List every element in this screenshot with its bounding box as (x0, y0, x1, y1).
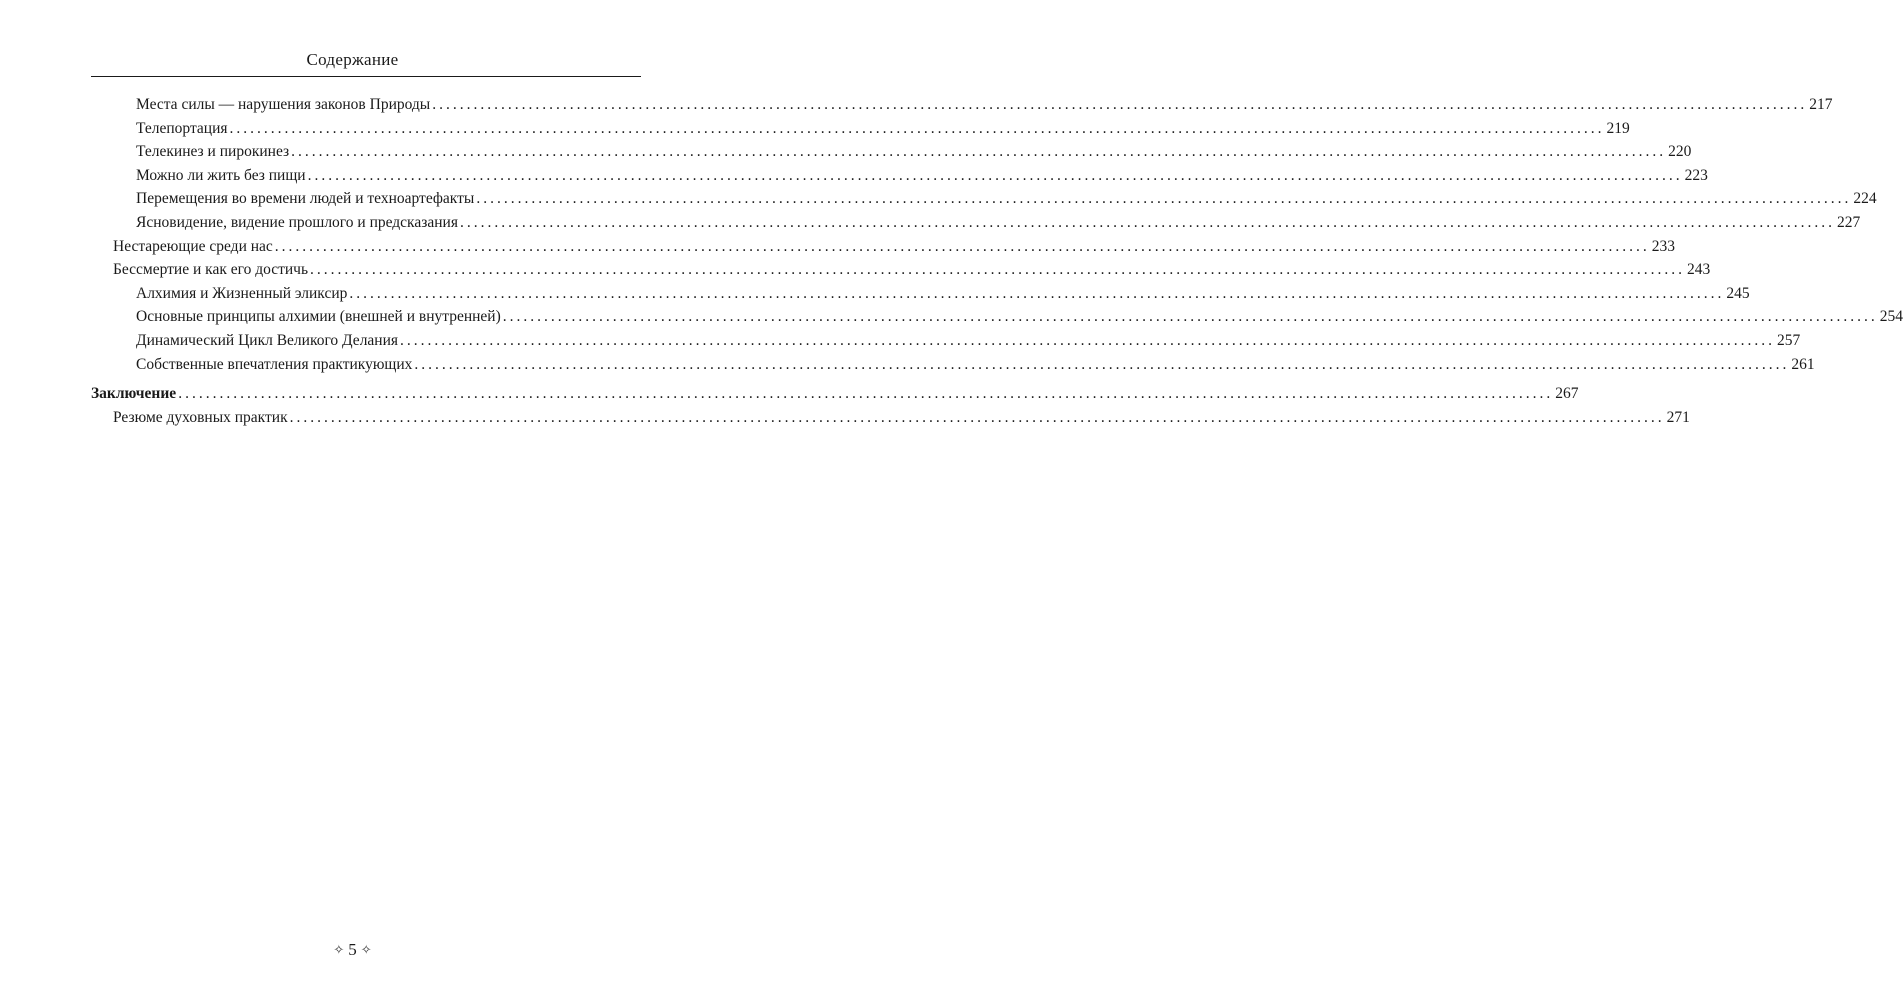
toc-entry (113, 261, 1711, 283)
toc-entry-page: 223 (1684, 166, 1708, 184)
toc-entry (113, 237, 1676, 260)
toc-entry-title: Ясновидение, видение прошлого и предсказания (136, 214, 458, 231)
toc-entry-title: Заключение (91, 385, 177, 403)
dot-leader: ........................................................................................................................................................................................................ (432, 96, 1808, 113)
toc-entry-page: 254 (1879, 308, 1903, 326)
toc-entry-page: 217 (1809, 96, 1833, 113)
toc-entry-title: Телепортация (136, 119, 228, 137)
page-footer (0, 940, 705, 960)
toc-entry-page: 257 (1777, 332, 1801, 349)
toc-entry (136, 96, 1833, 118)
toc-entry-title: Перемещения во времени людей и техноартефакты (136, 190, 475, 208)
dot-leader: ........................................................................................................................................................................................................ (459, 214, 1835, 231)
toc-entry-title: Резюме духовных практик (113, 408, 288, 426)
toc-entry-title: Бессмертие и как его достичь (113, 261, 309, 279)
toc-entry-page: 243 (1687, 261, 1711, 279)
dot-leader: ........................................................................................................................................................................................................ (414, 355, 1790, 373)
toc-entry-title: Динамический Цикл Великого Делания (136, 332, 399, 349)
dot-leader: ........................................................................................................................................................................................................ (229, 119, 1605, 137)
toc-entry (113, 408, 1690, 431)
toc-entry (136, 332, 1801, 354)
toc-entry-page: 261 (1791, 355, 1815, 373)
dot-leader: ........................................................................................................................................................................................................ (349, 284, 1725, 302)
toc-entry-title: Телекинез и пирокинез (136, 143, 290, 161)
toc-entry-page: 271 (1666, 408, 1690, 426)
toc-entry (136, 284, 1750, 307)
dot-leader: ........................................................................................................................................................................................................ (274, 237, 1650, 255)
toc-entry (91, 385, 1579, 407)
page-number: 5 (348, 940, 357, 959)
toc-entry (136, 119, 1630, 142)
running-header-title: Содержание (306, 50, 399, 69)
dot-leader: ........................................................................................................................................................................................................ (502, 308, 1878, 326)
toc-entry (136, 143, 1692, 165)
toc-entry-title: Основные принципы алхимии (внешней и внутренней) (136, 308, 501, 326)
ornament-icon: ✧ (333, 942, 345, 957)
toc-entry-page: 267 (1555, 385, 1579, 403)
toc-entry-title: Алхимия и Жизненный эликсир (136, 284, 348, 302)
dot-leader: ........................................................................................................................................................................................................ (291, 143, 1667, 161)
toc-entry-title: Места силы — нарушения законов Природы (136, 96, 431, 113)
toc-entry (136, 166, 1708, 189)
toc-entry-page: 227 (1836, 214, 1861, 231)
ornament-icon: ✧ (360, 942, 372, 957)
toc-entry-page: 233 (1651, 237, 1676, 255)
dot-leader: ........................................................................................................................................................................................................ (400, 332, 1776, 349)
toc-entry (136, 308, 1903, 330)
header-rule (91, 76, 641, 77)
toc-entry-title: Можно ли жить без пищи (136, 166, 306, 184)
toc-entry-page: 220 (1668, 143, 1692, 161)
toc-entry-page: 219 (1606, 119, 1630, 137)
toc-entry (136, 355, 1815, 378)
dot-leader: ........................................................................................................................................................................................................ (307, 166, 1683, 184)
toc-entry-page: 224 (1853, 190, 1877, 208)
toc-entry-title: Собственные впечатления практикующих (136, 355, 413, 373)
toc-entry (136, 214, 1861, 236)
toc-entry-title: Нестареющие среди нас (113, 237, 273, 255)
dot-leader: ........................................................................................................................................................................................................ (289, 408, 1665, 426)
dot-leader: ........................................................................................................................................................................................................ (476, 190, 1852, 208)
dot-leader: ........................................................................................................................................................................................................ (310, 261, 1686, 279)
dot-leader: ........................................................................................................................................................................................................ (178, 385, 1554, 403)
toc-entry-page: 245 (1726, 284, 1750, 302)
toc-entry (136, 190, 1877, 212)
